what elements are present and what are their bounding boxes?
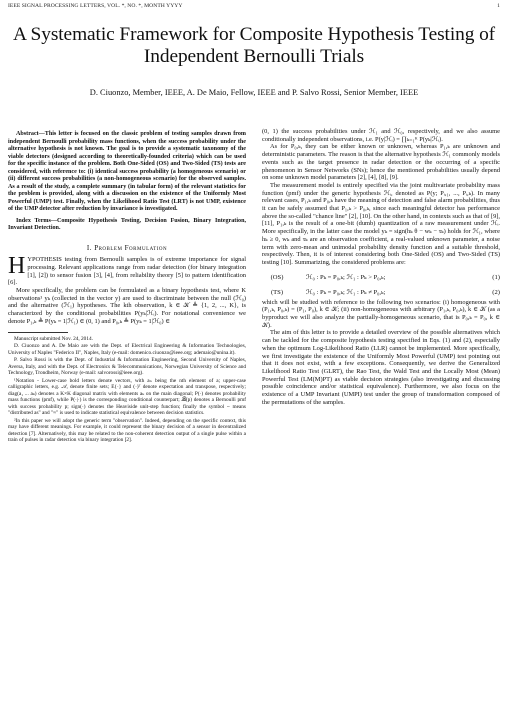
page-number: 1 [497,3,500,9]
body-paragraph-3: The measurement model is entirely specified via the joint multivariate probability mass function (pmf) under the generic hypothesis ℋᵢ, denoted as P(y; Pᵢ,₁, ..., Pᵢ,ₖ). In many relevant cases, P₁,ₖ and P₀,ₖ have the meaning of detection and false alarm probabilities, thus it can be safely assumed that P₁,ₖ > P₀,ₖ, since each meaningful detector has performance above the so-called "chance line" [2], [10]. On the other hand, in contexts such as that of [9], [11], P₁,ₖ is the result of a one-bit (dumb) quantization of a raw measurement under ℋᵢ. More specifically, in the latter case the model yₖ = sign(hₖ θ − wₖ − τₖ) holds for ℋ₁, where hₖ ≥ 0, wₖ and τₖ are an observation coefficient, a real-valued unknown parameter, a noise term with zero-mean and unimodal probability density function and a suitable threshold, respectively. Then, it is of interest considering both One-Sided (OS) and Two-Sided (TS) testing [10]. Summarizing, the considered problems are: [262,181,500,266]
footnote-notation: ¹Notation - Lower-case bold letters denote vectors, with aₙ being the nth element of a; upper-case calligraphic letters, e.g. 𝒜, denote finite sets; E{·} and (·)ᵀ denote expectation and transpose, respectively; diag(a₁ ... aₖ) denotes a K×K diagonal matrix with elements aₖ on the main diagonal; P(·) denotes probability mass functions (pmf), while P(·|·) is the corresponding conditional counterpart; ℬ(p) denotes a Bernoulli pmf with success probability p; sign(·) denotes the Heaviside unit-step function; finally the symbol ~ means "distributed as" and "≈" is used to indicate statistical equivalence between decision statistics. [8,377,246,417]
journal-header: IEEE SIGNAL PROCESSING LETTERS, VOL. *, NO. *, MONTH YYYY [8,3,183,9]
equation-ts [262,288,500,297]
footnote-rule [8,332,68,333]
drop-cap: H [8,253,26,280]
footnote-affiliation-2: P. Salvo Rossi is with the Dept. of Industrial & Information Engineering, Second University of Naples, Aversa, Italy, and with the Dept. of Electronics & Telecommunications, Norwegian University of Science and Technology, Trondheim, Norway (e-mail: salvorossi@ieee.org). [8,357,246,377]
intro-text-1: YPOTHESIS testing from Bernoulli samples is of extreme importance for signal processing. Relevant applications range from radar detection (for binary integration [1], [2]) to sensor fusion [3], [4], from reliability theory [5] to pattern identification [6]. [8,256,246,287]
section-heading: I. Problem Formulation [86,243,168,252]
intro-paragraph-2: More specifically, the problem can be formulated as a binary hypothesis test, where K observations¹ yₖ (collected in the vector y) are used to discriminate between the null (ℋ₀) and the alternative (ℋ₁) hypotheses. The kth observation, k ∈ 𝒦 ≜ {1, 2, ..., K}, is characterized by the conditional probabilities P(yₖ|ℋᵢ). For notational convenience we denote P₁,ₖ ≜ P(yₖ = 1|ℋ₁) ∈ (0, 1) and P₀,ₖ ≜ P(yₖ = 1|ℋ₀) ∈ [8,287,246,325]
running-head [8,3,500,13]
left-column [8,121,246,445]
right-column [262,128,500,407]
equation-number: (2) [492,288,500,296]
footnote-observation: ²In this paper we will adopt the generic term "observation". Indeed, depending on the specific context, this may have different meanings. For example, it could represent the binary decision of a sensor in decentralized detection [7]. Alternatively, this may be related to the non-coherent detection output of a single pulse within a train of pulses in radar detection via binary integration [2]. [8,417,246,444]
equation-label: (OS) [270,273,284,281]
body-paragraph-1: (0, 1) the success probabilities under ℋ₁ and ℋ₀, respectively, and we also assume conditionally independent observations, i.e. P(y|ℋᵢ) = ∏ₖ₌₁ᴷ P(yₖ|ℋᵢ). [262,128,500,143]
footnote-affiliation-1: D. Ciuonzo and A. De Maio are with the Dept. of Electrical Engineering & Information Technologies, University of Naples "Federico II", Naples, Italy (e-mail: domenico.ciuonzo@ieee.org; ademaio@unina.it). [8,343,246,356]
equation-label: (TS) [270,288,284,296]
abstract: Abstract—This letter is focused on the classic problem of testing samples drawn from independent Bernoulli probability mass functions, when the success probability under the alternative hypothesis is not known. The goal is to provide a systematic taxonomy of the viable detectors (designed according to theoretically-founded criteria) which can be used for the specific instance of the problem. Both One-Sided (OS) and Two-Sided (TS) tests are considered, with reference to: (i) identical success probability (a homogeneous scenario) or (ii) different success probabilities (a non-homogeneous scenario) for the observed samples. As a result of the study, a complete summary (in tabular form) of the relevant statistics for the problem is provided, along with a discussion on the existence of the Uniformly Most Powerful (UMP) test. Finally, when the Likelihood Ratio Test (LRT) is not UMP, existence of the UMP detector after reduction by invariance is investigated. [8,131,246,212]
equation-number: (1) [492,273,500,281]
body-paragraph-2: As for P₀,ₖ, they can be either known or unknown, whereas P₁,ₖ are unknown and deterministic parameters. The reason is that the alternative hypothesis ℋ₁ commonly models events such as the target presence in radar detection or the occurring of a specific phenomenon in Sensor Networks (SNs); hence the mentioned probabilities usually depend on some unknown model parameters [2], [4], [8], [9]. [262,143,500,182]
equation-body: ℋ₀ : Pₖ = P₀,ₖ; ℋ₁ : Pₖ > P₀,ₖ; [306,273,386,281]
body-paragraph-4: which will be studied with reference to the following two scenarios: (i) homogeneous with (P₁,ₖ, P₀,ₖ) = (P₁, P₀), k ∈ 𝒦; (ii) non-homogeneous with arbitrary (P₁,ₖ, P₀,ₖ), k ∈ 𝒦 (as a byproduct we will also analyze the partially-homogeneous scenario, that is P₀,ₖ = P₀, k ∈ 𝒦). [262,298,500,329]
equation-os [262,273,500,282]
equation-body: ℋ₀ : Pₖ = P₀,ₖ; ℋ₁ : Pₖ ≠ P₀,ₖ; [306,288,386,296]
footnote-manuscript: Manuscript submitted Nov. 24, 2014. [14,335,93,342]
body-paragraph-5: The aim of this letter is to provide a detailed overview of the possible alternatives which can be tackled for the composite hypothesis testing specified in Eqs. (1) and (2), especially when the optimum Log-Likelihood Ratio (LLR) cannot be implemented. More specifically, we first investigate the existence of the Uniformly Most Powerful (UMP) test pointing out that it does not exist, with a few exceptions. Consequently, we derive the Generalized Likelihood Ratio Test (GLRT), the Rao Test, the Wald Test and the Locally Most (Mean) Powerful Test (LM(M)PT) as viable decision strategies (also investigating and discussing possible coincidence and/or statistical equivalence). Furthermore, we also focus on the existence of a UMP Invariant (UMPI) test under the group of transformation composed of the permutations of the samples. [262,329,500,406]
intro-paragraph-1 [8,253,246,287]
paper-title: A Systematic Framework for Composite Hypothesis Testing of Independent Bernoulli Trials [12,24,496,67]
author-list: D. Ciuonzo, Member, IEEE, A. De Maio, Fellow, IEEE and P. Salvo Rossi, Senior Member, IEEE [89,88,419,97]
index-terms: Index Terms—Composite Hypothesis Testing, Decision Fusion, Binary Integration, Invariant Detection. [8,217,246,231]
